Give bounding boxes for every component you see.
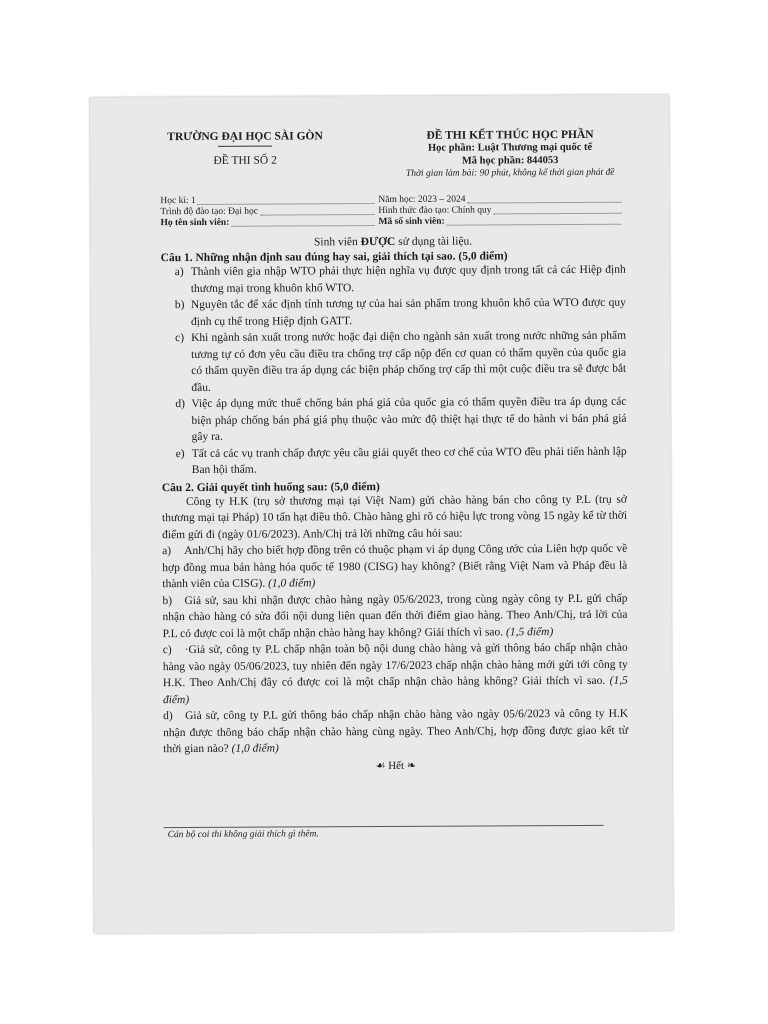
level-label: Trình độ đào tạo: Đại học [160, 206, 258, 218]
list-item [162, 541, 627, 593]
item-text: Giả sử, công ty P.L gửi thông báo chấp nhận chào hàng vào ngày 05/6/2023 và công ty H.K nhận được thông báo chấp nhận chào hàng cùng ngày. Theo Anh/Chị, hợp đồng được giao kết từ thời gian nào? [163, 707, 629, 756]
item-text: Khi ngành sản xuất trong nước hoặc đại diện cho ngành sản xuất trong nước những sản phẩm tương tự có đơn yêu cầu điều tra chống trợ cấp nộp đến cơ quan có thẩm quyền của quốc gia có thẩm quyền điều tra áp dụng các biện pháp chống trợ cấp thì một cuộc điều tra sẽ được bắt đầu. [191, 329, 627, 394]
student-id-field [447, 216, 622, 226]
question-1-title: Câu 1. Những nhận định sau đúng hay sai, giải thích tại sao. (5,0 điểm) [160, 250, 508, 265]
header-right [395, 129, 625, 181]
course-name: Học phần: Luật Thương mại quốc tế [427, 141, 593, 154]
exam-meta [160, 194, 625, 229]
item-label: c) [162, 644, 172, 657]
item-text: Thành viên gia nhập WTO phải thực hiện nghĩa vụ được quy định trong tất cả các Hiệp định thương mại trong khuôn khổ WTO. [190, 263, 626, 295]
list-item [175, 295, 626, 330]
item-text: Nguyên tắc để xác định tính tương tự của hai sản phẩm trong khuôn khổ của WTO được quy định cụ thể trong Hiệp định GATT. [190, 296, 626, 328]
mode-label: Hình thức đào tạo: Chính quy [378, 205, 492, 217]
item-label: d) [163, 710, 173, 723]
item-points: (1,0 điểm) [231, 742, 279, 755]
note-pre: Sinh viên [313, 236, 361, 249]
student-name-label: Họ tên sinh viên: [160, 217, 230, 229]
item-label: b) [174, 299, 185, 312]
item-label: a) [162, 545, 172, 558]
list-item [175, 328, 626, 396]
note-strong: ĐƯỢC [360, 235, 396, 249]
exam-time: Thời gian làm bài: 90 phút, không kể thời gian phát đề [405, 167, 615, 179]
level-field [260, 206, 374, 216]
header-divider [218, 146, 272, 147]
question-2-title: Câu 2. Giải quyết tình huống sau: (5,0 điểm) [161, 480, 380, 494]
note-post: sử dụng tài liệu. [395, 235, 473, 248]
question-2-items [162, 541, 628, 758]
item-points: (1,5 điểm) [505, 625, 554, 638]
student-id-label: Mã số sinh viên: [378, 216, 445, 228]
item-label: a) [174, 266, 184, 279]
question-1-items [161, 262, 627, 479]
meta-row [160, 216, 625, 229]
item-label: b) [162, 594, 173, 607]
question-2-intro: Công ty H.K (trụ sở thương mại tại Việt Nam) gửi chào hàng bán cho công ty P.L (trụ sở thương mại tại Pháp) 10 tấn hạt điều thô. Chào hàng ghi rõ có hiệu lực trong vòng 15 ngày kể từ thời điểm gửi đi (ngày 01/6/2023). Anh/Chị trả lời những câu hỏi sau: [161, 493, 628, 541]
header-left [160, 130, 330, 182]
footer-divider [164, 825, 604, 828]
course-code: Mã học phần: 844053 [461, 155, 559, 167]
student-name-field [231, 217, 374, 227]
item-text: ·Giả sử, công ty P.L chấp nhận toàn bộ nội dung chào hàng và gửi thông báo chấp nhận chào hàng vào ngày 05/06/2023, tuy nhiên đến ngày 17/6/2023 chấp nhận chào hàng mới gửi tới công ty H.K. Theo Anh/Chị đây có được coi là một chấp nhận chào hàng không? Giải thích vì sao. [162, 641, 628, 690]
materials-note [161, 235, 626, 249]
exam-title: ĐỀ THI KẾT THÚC HỌC PHẦN [426, 128, 594, 142]
item-label: c) [175, 332, 185, 345]
exam-header [160, 129, 625, 182]
item-text: Anh/Chị hãy cho biết hợp đồng trên có thuộc phạm vi áp dụng Công ước của Liên hợp quốc về hợp đồng mua bán hàng hóa quốc tế 1980 (CISG) hay không? (Biết rằng Việt Nam và Pháp đều là thành viên của CISG). [162, 542, 628, 591]
item-label: d) [175, 398, 186, 411]
item-points: (1,5 điểm) [162, 674, 628, 706]
item-points: (1,0 điểm) [268, 577, 316, 590]
list-item [175, 394, 626, 446]
school-name: TRƯỜNG ĐẠI HỌC SÀI GÒN [167, 130, 323, 144]
list-item [163, 706, 628, 758]
list-item [175, 262, 626, 297]
year-label: Năm học: 2023 – 2024 [378, 194, 466, 206]
semester-field [198, 195, 375, 205]
exam-number: ĐỀ THI SỐ 2 [213, 154, 277, 167]
end-marker: ☙ Hết ❧ [375, 759, 417, 772]
semester-label: Học kì: 1 [160, 195, 196, 207]
list-item [162, 590, 627, 642]
exam-paper [90, 94, 673, 933]
item-text: Việc áp dụng mức thuế chống bán phá giá của quốc gia có thẩm quyền điều tra áp dụng các biện pháp chống bán phá giá phụ thuộc vào mức độ thiệt hại thực tế do hành vi bán phá giá gây ra. [191, 395, 627, 443]
list-item [163, 640, 628, 708]
mode-field [493, 205, 621, 215]
item-text: Tất cả các vụ tranh chấp được yêu cầu giải quyết theo cơ chế của WTO đều phải tiến hành lập Ban hội thẩm. [191, 445, 627, 476]
item-text: Giả sử, sau khi nhận được chào hàng ngày 05/6/2023, trong cùng ngày công ty P.L gửi chấp nhận chào hàng có sửa đổi nội dung liên quan đến thời điểm giao hàng. Theo Anh/Chị, trả lời của P.L có được coi là một chấp nhận chào hàng hay không? Giải thích vì sao. [162, 592, 628, 640]
list-item [176, 443, 627, 478]
footer-note: Cán bộ coi thi không giải thích gì thêm. [167, 829, 319, 841]
year-field [467, 194, 621, 204]
item-label: e) [175, 447, 185, 460]
